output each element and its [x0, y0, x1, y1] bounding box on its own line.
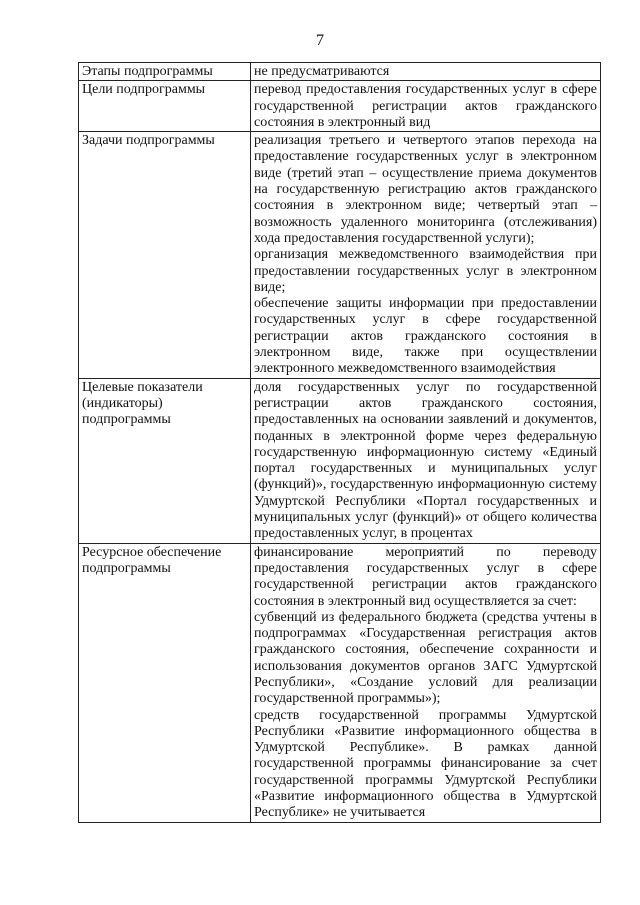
table-row-indicators	[79, 378, 601, 543]
row-label-tasks	[79, 132, 251, 378]
row-value-indicators	[251, 378, 601, 543]
row-value-stages	[251, 63, 601, 81]
row-value-tasks	[251, 132, 601, 378]
paragraph: перевод предоставления государственных услуг в сфере государственной регистрации актов гражданского состояния в электронный вид	[254, 82, 597, 130]
label-line: (индикаторы)	[82, 395, 163, 411]
table-row-tasks	[79, 132, 601, 378]
subprogram-passport-table	[78, 62, 601, 823]
page-number: 7	[316, 32, 324, 49]
paragraph: доля государственных услуг по государственной регистрации актов гражданского состояния, предоставленных на основании заявлений и документов, поданных в электронной форме через федеральную государственную информационную систему «Единый портал государственных и муниципальных услуг (функций)», государственную информационную систему Удмуртской Республики «Портал государственных и муниципальных услуг (функций)» от общего количества предоставленных услуг, в процентах	[254, 379, 597, 542]
row-value-goals	[251, 81, 601, 132]
table-row-goals	[79, 81, 601, 132]
paragraph: организация межведомственного взаимодействия при предоставлении государственных услуг в электронном виде;	[254, 247, 597, 295]
label-line: Этапы подпрограммы	[82, 64, 213, 79]
row-label-goals	[79, 81, 251, 132]
label-line: Задачи подпрограммы	[82, 133, 215, 149]
paragraph: средств государственной программы Удмуртской Республики «Развитие информационного общества в Удмуртской Республике». В рамках данной государственной программы финансирование за счет государственной программы Удмуртской Республики «Развитие информационного общества в Удмуртской Республике» не учитывается	[254, 707, 597, 821]
row-label-indicators	[79, 378, 251, 543]
table-row-stages	[79, 63, 601, 81]
table-row-resources	[79, 543, 601, 822]
row-label-stages	[79, 63, 251, 81]
label-line: Ресурсное обеспечение	[82, 544, 222, 560]
paragraph: реализация третьего и четвертого этапов перехода на предоставление государственных услуг в электронном виде (третий этап – осуществление приема документов на государственную регистрацию актов гражданского состояния в электронном виде; четвертый этап – возможность удаленного мониторинга (отслеживания) хода предоставления государственной услуги);	[254, 133, 597, 246]
row-value-resources	[251, 543, 601, 822]
paragraph: финансирование мероприятий по переводу предоставления государственных услуг в сфере государственной регистрации актов гражданского состояния в электронный вид осуществляется за счет:	[254, 544, 597, 609]
label-line: подпрограммы	[82, 560, 171, 576]
label-line: Целевые показатели	[82, 379, 203, 395]
row-label-resources	[79, 543, 251, 822]
paragraph: не предусматриваются	[254, 64, 390, 79]
label-line: Цели подпрограммы	[82, 82, 206, 98]
label-line: подпрограммы	[82, 412, 171, 428]
paragraph: обеспечение защиты информации при предоставлении государственных услуг в сфере государственной регистрации актов гражданского состояния в электронном виде, также при осуществлении электронного межведомственного взаимодействия	[254, 296, 597, 377]
paragraph: субвенций из федерального бюджета (средства учтены в подпрограммах «Государственная регистрация актов гражданского состояния, обеспечение сохранности и использования документов органов ЗАГС Удмуртской Республики», «Создание условий для реализации государственной программы»);	[254, 609, 597, 707]
